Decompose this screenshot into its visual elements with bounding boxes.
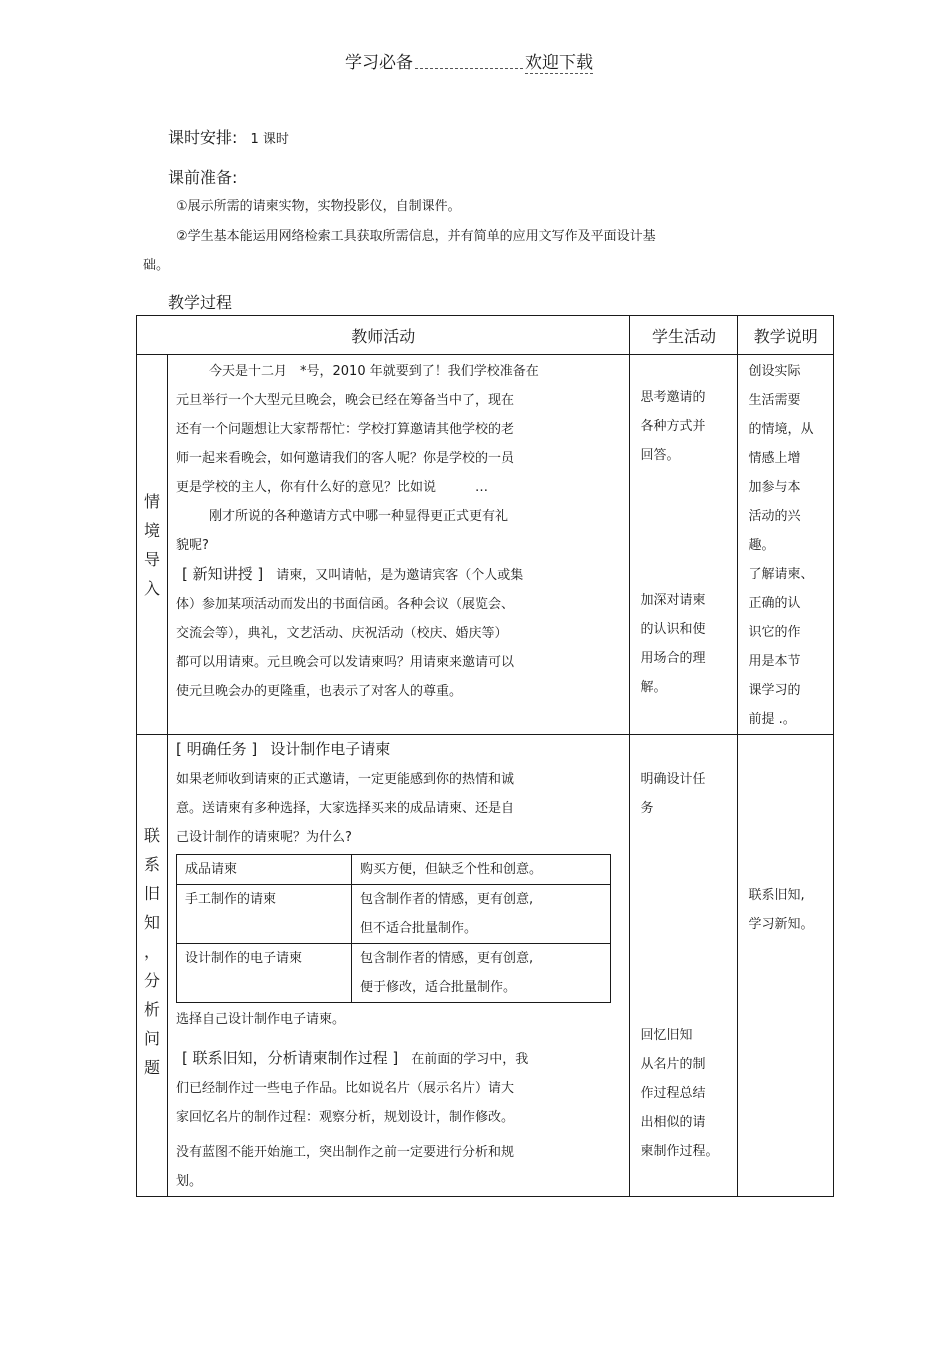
row2-label — [137, 735, 168, 1197]
text-line: 了解请柬、 — [748, 567, 814, 582]
header-teacher: 教师活动 — [137, 316, 630, 355]
row2-label-char: 析 — [144, 1000, 161, 1019]
text-line: 从名片的制 — [640, 1057, 706, 1072]
compare-desc — [352, 944, 611, 1003]
compare-name: 设计制作的电子请柬 — [177, 944, 352, 1003]
text-line: 包含制作者的情感，更有创意, — [360, 892, 534, 907]
table-row — [177, 885, 611, 944]
text-line: 趣。 — [748, 538, 775, 553]
text-line: 但不适合批量制作。 — [360, 921, 478, 936]
row1-note — [738, 355, 834, 735]
compare-name: 手工制作的请柬 — [177, 885, 352, 944]
row2-label-char: 知 — [144, 913, 161, 932]
text-line: 出相似的请 — [640, 1115, 706, 1130]
review-tag: [ 联系旧知，分析请柬制作过程 ] — [182, 1049, 399, 1067]
schedule-line — [168, 125, 289, 148]
spacer — [640, 823, 733, 1021]
text-span: 设计制作电子请柬 — [270, 740, 391, 758]
text-line: 回答。 — [640, 448, 680, 463]
text-line: 加参与本 — [748, 480, 801, 495]
task-tag: [ 明确任务 ] — [176, 740, 258, 758]
text-line: 没有蓝图不能开始施工，突出制作之前一定要进行分析和规 — [176, 1145, 515, 1160]
text-line: 作过程总结 — [640, 1086, 706, 1101]
text-line: 选择自己设计制作电子请柬。 — [176, 1012, 346, 1027]
prep-item-1: ①展示所需的请柬实物，实物投影仪，自制课件。 — [176, 199, 461, 214]
text-line: 己设计制作的请柬呢？为什么? — [176, 830, 352, 845]
text-line: 解。 — [640, 680, 667, 695]
row2-label-char: 题 — [144, 1058, 161, 1077]
text-line: 购买方便，但缺乏个性和创意。 — [360, 862, 543, 877]
text-line: 情感上增 — [748, 451, 801, 466]
text-line: 创设实际 — [748, 364, 801, 379]
text-line: 更是学校的主人，你有什么好的意见？比如说 … — [176, 480, 489, 495]
row2-label-char: 问 — [144, 1029, 161, 1048]
header-note: 教学说明 — [738, 316, 834, 355]
text-line: 师一起来看晚会，如何邀请我们的客人呢？你是学校的一员 — [176, 451, 515, 466]
text-span: 请柬，又叫请帖，是为邀请宾客（个人或集 — [276, 568, 524, 583]
row1-label-char: 入 — [144, 578, 161, 598]
row1-label-char: 境 — [144, 520, 161, 540]
table-row — [177, 944, 611, 1003]
text-line: 加深对请柬 — [640, 593, 706, 608]
text-line: 识它的作 — [748, 625, 801, 640]
text-line: 生活需要 — [748, 393, 801, 408]
text-span: 在前面的学习中，我 — [411, 1052, 529, 1067]
text-line: 思考邀请的 — [640, 390, 706, 405]
spacer — [640, 470, 733, 586]
process-title: 教学过程 — [168, 293, 233, 312]
row-analysis — [137, 735, 834, 1197]
row2-note — [738, 735, 834, 1197]
text-line: 柬制作过程。 — [640, 1144, 719, 1159]
text-line: 交流会等），典礼，文艺活动、庆祝活动（校庆、婚庆等） — [176, 626, 508, 641]
text-line: 们已经制作过一些电子作品。比如说名片（展示名片）请大 — [176, 1081, 515, 1096]
row2-student — [630, 735, 738, 1197]
compare-desc — [352, 885, 611, 944]
compare-name: 成品请柬 — [177, 855, 352, 885]
row2-label-char: 旧 — [144, 884, 161, 903]
row2-teacher — [168, 735, 630, 1197]
text-line: 的认识和使 — [640, 622, 706, 637]
page-header — [345, 48, 593, 74]
text-line: 今天是十二月 *号，2010 年就要到了！我们学校准备在 — [209, 364, 539, 379]
text-line: 貌呢? — [176, 538, 209, 553]
header-dash — [415, 68, 523, 69]
text-line: 使元旦晚会办的更隆重，也表示了对客人的尊重。 — [176, 684, 463, 699]
row1-teacher — [168, 355, 630, 735]
text-line: 活动的兴 — [748, 509, 801, 524]
prep-item-2b: 础。 — [143, 258, 170, 273]
row2-label-char: 系 — [144, 855, 161, 874]
text-line: 课学习的 — [748, 683, 801, 698]
compare-desc — [352, 855, 611, 885]
text-line: 前提 .。 — [748, 712, 796, 727]
text-line — [176, 560, 623, 590]
row1-student — [630, 355, 738, 735]
row2-label-char: ， — [144, 942, 161, 961]
row1-label-char: 导 — [144, 549, 161, 569]
text-line: 如果老师收到请柬的正式邀请，一定更能感到你的热情和诚 — [176, 772, 515, 787]
prep-title: 课前准备: — [168, 168, 238, 187]
text-line: 用场合的理 — [640, 651, 706, 666]
text-line: 刚才所说的各种邀请方式中哪一种显得更正式更有礼 — [209, 509, 509, 524]
header-left: 学习必备 — [345, 53, 413, 73]
text-line: 学习新知。 — [748, 917, 814, 932]
text-line: 用是本节 — [748, 654, 801, 669]
row1-label — [137, 355, 168, 735]
text-line — [176, 1044, 623, 1074]
text-line: 回忆旧知 — [640, 1028, 693, 1043]
header-student: 学生活动 — [630, 316, 738, 355]
text-line: 明确设计任 — [640, 772, 706, 787]
row2-label-char: 联 — [144, 826, 161, 845]
schedule-value: 1 课时 — [250, 132, 289, 147]
row-situation — [137, 355, 834, 735]
schedule-label: 课时安排: — [168, 128, 238, 147]
row2-label-char: 分 — [144, 971, 161, 990]
text-line: 元旦举行一个大型元旦晚会，晚会已经在筹备当中了，现在 — [176, 393, 515, 408]
text-line: 体）参加某项活动而发出的书面信函。各种会议（展览会、 — [176, 597, 515, 612]
prep-item-2a: ②学生基本能运用网络检索工具获取所需信息，并有简单的应用文写作及平面设计基 — [176, 229, 656, 244]
text-line: 的情境，从 — [748, 422, 814, 437]
text-line: 包含制作者的情感，更有创意, — [360, 951, 534, 966]
text-line — [176, 735, 623, 765]
header-right: 欢迎下载 — [525, 48, 593, 74]
text-line: 都可以用请柬。元旦晚会可以发请柬吗？用请柬来邀请可以 — [176, 655, 515, 670]
table-header-row — [137, 316, 834, 355]
text-line: 家回忆名片的制作过程：观察分析，规划设计，制作修改。 — [176, 1110, 515, 1125]
text-line: 务 — [640, 801, 654, 816]
text-line: 划。 — [176, 1174, 203, 1189]
table-row — [177, 855, 611, 885]
text-line: 便于修改，适合批量制作。 — [360, 980, 517, 995]
row1-label-char: 情 — [144, 491, 161, 511]
text-line: 联系旧知, — [748, 888, 805, 903]
new-knowledge-tag: [ 新知讲授 ] — [182, 565, 264, 583]
text-line: 各种方式并 — [640, 419, 706, 434]
text-line: 意。送请柬有多种选择，大家选择买来的成品请柬、还是自 — [176, 801, 515, 816]
teaching-process-table — [136, 315, 834, 1197]
comparison-table — [176, 854, 611, 1003]
text-line: 还有一个问题想让大家帮帮忙：学校打算邀请其他学校的老 — [176, 422, 515, 437]
text-line: 正确的认 — [748, 596, 801, 611]
